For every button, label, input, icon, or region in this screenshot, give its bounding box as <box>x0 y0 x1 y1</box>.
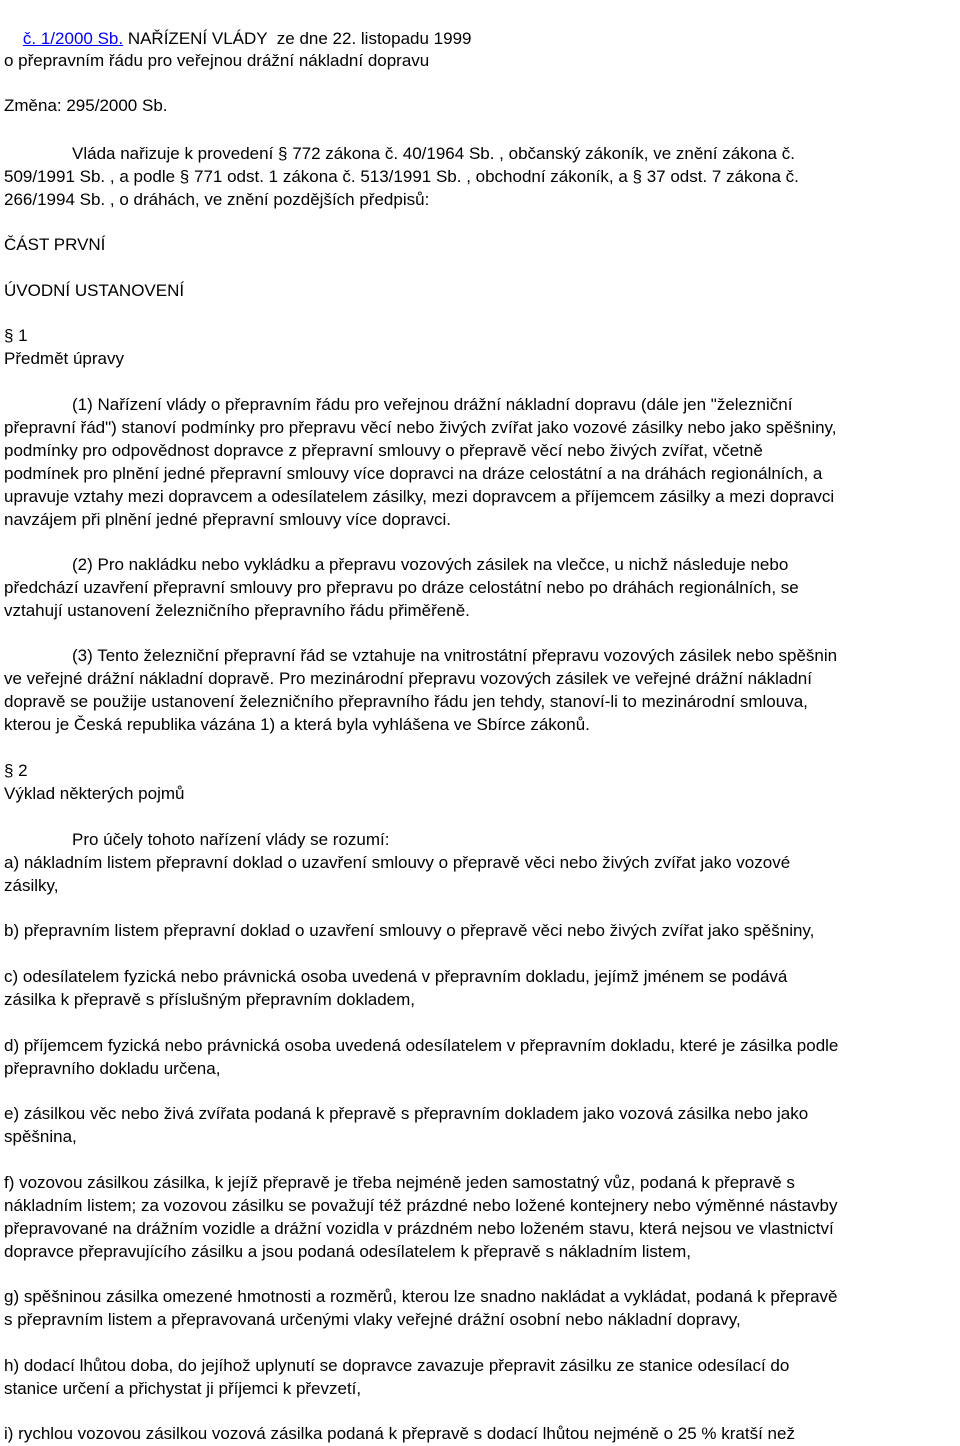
definition-line: f) vozovou zásilkou zásilka, k jejíž přepravě je třeba nejméně jeden samostatný vůz, podaná k přepravě s <box>4 1173 795 1192</box>
definition-item-g <box>4 1285 960 1331</box>
section-number: § 1 <box>4 326 28 345</box>
title-text: NAŘÍZENÍ VLÁDY ze dne 22. listopadu 1999 <box>123 29 472 48</box>
preamble-line: Vláda nařizuje k provedení § 772 zákona č. 40/1964 Sb. , občanský zákoník, ve znění zákona č. <box>72 144 795 163</box>
paragraph-line: podmínky pro odpovědnost dopravce z přepravní smlouvy o přepravě věcí nebo živých zvířat, včetně <box>4 441 763 460</box>
definition-item-d <box>4 1034 960 1080</box>
definition-item-i <box>4 1422 960 1445</box>
definition-item-e <box>4 1102 960 1148</box>
definition-line: přepravované na drážním vozidle a drážní vozidla v prázdném nebo loženém stavu, která nejsou ve vlastnictví <box>4 1219 834 1238</box>
definition-line: d) příjemcem fyzická nebo právnická osoba uvedená odesílatelem v přepravním dokladu, které je zásilka podle <box>4 1036 839 1055</box>
definition-line: zásilka k přepravě s příslušným přepravním dokladem, <box>4 990 415 1009</box>
section-title: Předmět úpravy <box>4 349 124 368</box>
definition-line: i) rychlou vozovou zásilkou vozová zásilka podaná k přepravě s dodací lhůtou nejméně o 25 % kratší než <box>4 1424 795 1443</box>
definition-line: přepravního dokladu určena, <box>4 1059 221 1078</box>
paragraph-line: předchází uzavření přepravní smlouvy pro přepravu po dráze celostátní nebo po dráhách regionálních, se <box>4 578 799 597</box>
paragraph-line: upravuje vztahy mezi dopravcem a odesílatelem zásilky, mezi dopravcem a příjemcem zásilky a mezi dopravci <box>4 487 835 506</box>
definition-line: b) přepravním listem přepravní doklad o uzavření smlouvy o přepravě věci nebo živých zvířat jako spěšniny, <box>4 921 815 940</box>
paragraph-line: podmínek pro plnění jedné přepravní smlouvy více dopravci na dráze celostátní a na dráhách regionálních, a <box>4 464 823 483</box>
section1-paragraph-2 <box>4 553 960 622</box>
definition-item-b <box>4 919 960 942</box>
section1-paragraph-3 <box>4 644 960 736</box>
paragraph-line: (2) Pro nakládku nebo vykládku a přepravu vozových zásilek na vlečce, u nichž následuje nebo <box>72 555 789 574</box>
paragraph-line: dopravě se použije ustanovení železničního přepravního řádu jen tehdy, stanoví-li to mezinárodní smlouva, <box>4 692 808 711</box>
section1-paragraph-1 <box>4 393 960 531</box>
definition-line: stanice určení a přichystat ji příjemci k převzetí, <box>4 1379 362 1398</box>
paragraph-line: (1) Nařízení vlády o přepravním řádu pro veřejnou drážní nákladní dopravu (dále jen "železniční <box>72 395 793 414</box>
paragraph-line: kterou je Česká republika vázána 1) a která byla vyhlášena ve Sbírce zákonů. <box>4 715 590 734</box>
definitions-intro: Pro účely tohoto nařízení vlády se rozumí: <box>72 830 390 849</box>
document-subtitle: o přepravním řádu pro veřejnou drážní nákladní dopravu <box>4 51 430 70</box>
part-label: ČÁST PRVNÍ <box>4 235 106 254</box>
definition-item-a <box>4 851 960 897</box>
part-heading: ÚVODNÍ USTANOVENÍ <box>4 281 185 300</box>
title-link[interactable]: č. 1/2000 Sb. <box>22 29 124 48</box>
paragraph-line: přepravní řád") stanoví podmínky pro přepravu věcí nebo živých zvířat jako vozové zásilky nebo jako spěšniny, <box>4 418 837 437</box>
paragraph-line: ve veřejné drážní nákladní dopravě. Pro mezinárodní přepravu vozových zásilek ve veřejné drážní nákladní <box>4 669 812 688</box>
definition-line: spěšnina, <box>4 1127 77 1146</box>
definition-item-h <box>4 1354 960 1400</box>
definition-item-c <box>4 965 960 1011</box>
preamble <box>4 142 960 211</box>
definition-line: g) spěšninou zásilka omezené hmotnosti a rozměrů, kterou lze snadno nakládat a vykládat, podaná k přepravě <box>4 1287 838 1306</box>
definition-line: s přepravním listem a přepravovaná určenými vlaky veřejné drážní osobní nebo nákladní dopravy, <box>4 1310 741 1329</box>
paragraph-line: navzájem při plnění jedné přepravní smlouvy více dopravci. <box>4 510 451 529</box>
definition-line: a) nákladním listem přepravní doklad o uzavření smlouvy o přepravě věci nebo živých zvířat jako vozové <box>4 853 791 872</box>
definition-item-f <box>4 1171 960 1263</box>
definition-line: dopravce přepravujícího zásilku a jsou podaná odesílatelem k přepravě s nákladním listem, <box>4 1242 691 1261</box>
definition-line: h) dodací lhůtou doba, do jejíhož uplynutí se dopravce zavazuje přepravit zásilku ze stanice odesílací do <box>4 1356 790 1375</box>
section-number: § 2 <box>4 761 28 780</box>
preamble-line: 266/1994 Sb. , o dráhách, ve znění pozdějších předpisů: <box>4 190 430 209</box>
section-title: Výklad některých pojmů <box>4 784 185 803</box>
definition-line: c) odesílatelem fyzická nebo právnická osoba uvedená v přepravním dokladu, jejímž jménem se podává <box>4 967 788 986</box>
amendment-note: Změna: 295/2000 Sb. <box>4 96 168 115</box>
preamble-line: 509/1991 Sb. , a podle § 771 odst. 1 zákona č. 513/1991 Sb. , obchodní zákoník, a § 37 odst. 7 zákona č. <box>4 167 799 186</box>
definition-line: nákladním listem; za vozovou zásilku se považují též prázdné nebo ložené kontejnery nebo výměnné nástavby <box>4 1196 838 1215</box>
definition-line: zásilky, <box>4 876 59 895</box>
paragraph-line: (3) Tento železniční přepravní řád se vztahuje na vnitrostátní přepravu vozových zásilek nebo spěšnin <box>72 646 838 665</box>
definition-line: e) zásilkou věc nebo živá zvířata podaná k přepravě s přepravním dokladem jako vozová zásilka nebo jako <box>4 1104 809 1123</box>
paragraph-line: vztahují ustanovení železničního přepravního řádu přiměřeně. <box>4 601 470 620</box>
